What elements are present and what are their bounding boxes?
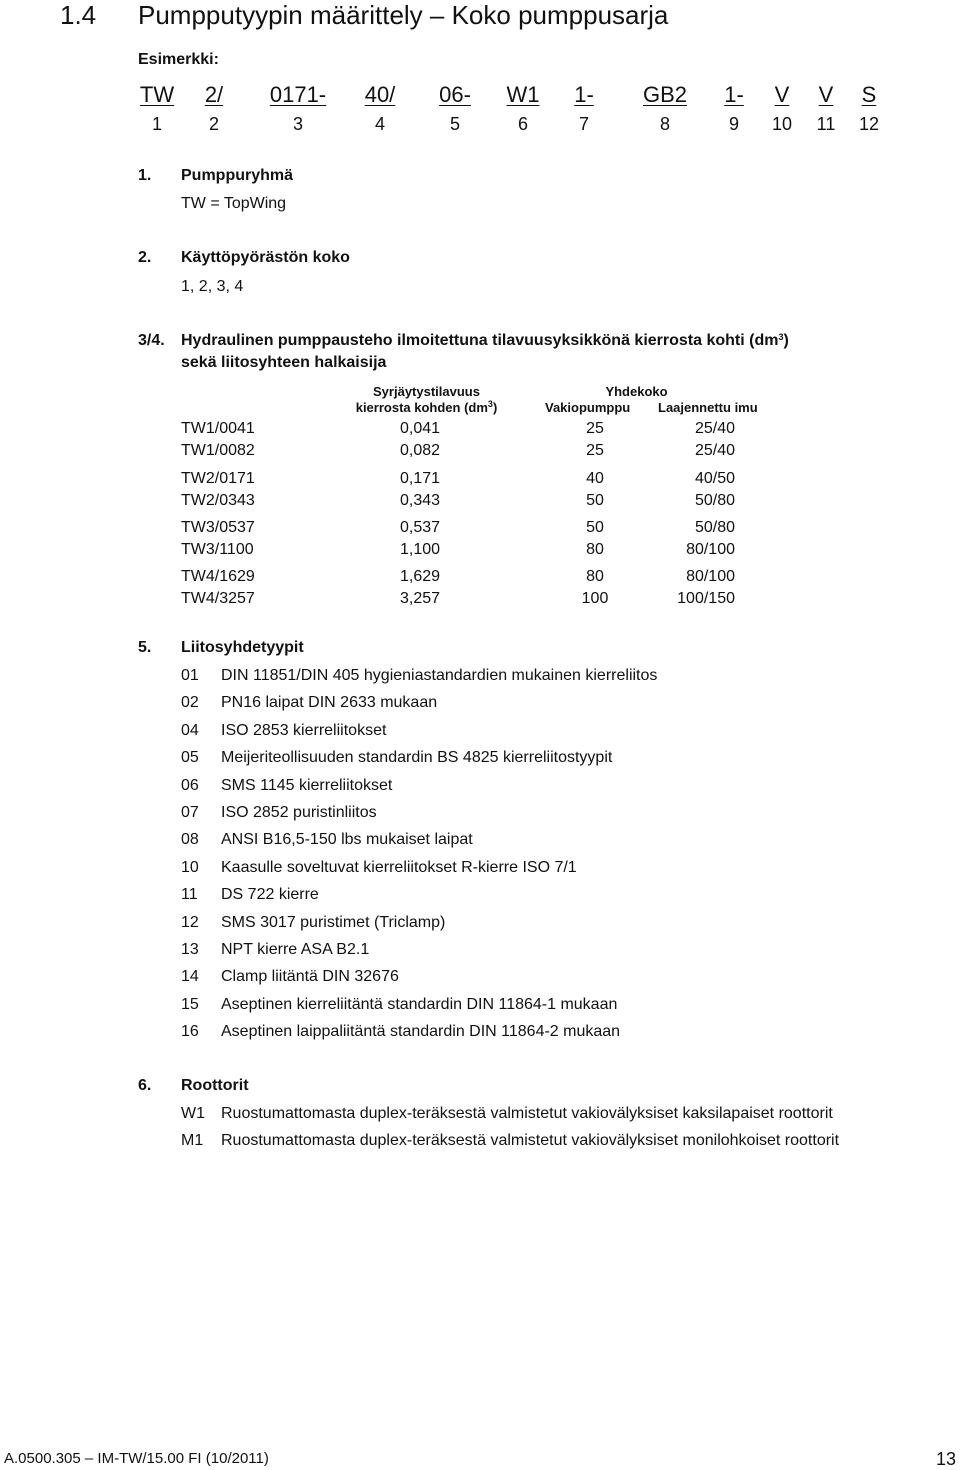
- type-code-segment: V: [818, 82, 834, 107]
- list-item-text: Ruostumattomasta duplex-teräksestä valmistetut vakiovälyksiset monilohkoiset roottorit: [221, 1132, 840, 1149]
- type-code-position: 3: [292, 114, 303, 134]
- type-code-position: 4: [374, 114, 385, 134]
- type-code-position: 10: [771, 114, 793, 134]
- list-item-code: 05: [181, 749, 199, 767]
- table-cell-displacement: 0,343: [399, 492, 441, 509]
- section-34-title-line1: Hydraulinen pumppausteho ilmoitettuna tilavuusyksikkönä kierrosta kohti $(dm^3)$: [181, 332, 789, 349]
- section-5-number: 5.: [138, 639, 152, 656]
- type-code-segment: 1-: [574, 82, 594, 107]
- col-standard-head: Vakiopumppu: [545, 400, 631, 415]
- type-code-segment: 2/: [204, 82, 224, 107]
- type-code-position: 9: [728, 114, 739, 134]
- table-cell-extended: 100/150: [677, 590, 735, 607]
- table-cell-model: TW1/0041: [181, 420, 255, 437]
- list-item-text: SMS 3017 puristimet (Triclamp): [221, 913, 446, 931]
- table-cell-model: TW4/3257: [181, 590, 255, 607]
- heading-number: 1.4: [60, 0, 97, 30]
- list-item-code: 02: [181, 694, 199, 712]
- type-code-position: 1: [151, 114, 162, 134]
- table-cell-model: TW4/1629: [181, 568, 255, 585]
- section-6-title: Roottorit: [181, 1077, 249, 1094]
- type-code-position: 7: [578, 114, 589, 134]
- table-cell-model: TW2/0343: [181, 492, 255, 509]
- type-code-segment: S: [861, 82, 877, 107]
- list-item-code: 10: [181, 858, 199, 876]
- list-item-code: 01: [181, 667, 199, 684]
- table-cell-extended: 25/40: [694, 442, 735, 459]
- section-34-number: 3/4.: [138, 332, 165, 349]
- footer-doc-ref: A.0500.305 – IM-TW/15.00 FI (10/2011): [4, 1450, 269, 1467]
- type-code-position: 2: [208, 114, 219, 134]
- list-item-code: 06: [181, 776, 199, 794]
- table-cell-extended: 80/100: [686, 568, 735, 585]
- list-item-code: 12: [181, 913, 199, 931]
- type-code-position: 5: [449, 114, 460, 134]
- type-code-position: 12: [858, 114, 880, 134]
- section-34-title-line2: sekä liitosyhteen halkaisija: [181, 354, 387, 371]
- section-6-number: 6.: [138, 1077, 152, 1094]
- section-1-text: TW = TopWing: [181, 195, 287, 212]
- table-cell-extended: 40/50: [694, 470, 735, 487]
- list-item-code: 08: [181, 831, 199, 849]
- page-title: [60, 0, 668, 30]
- list-item-text: Meijeriteollisuuden standardin BS 4825 kierreliitostyypit: [221, 749, 613, 767]
- type-code-segment: 06-: [439, 82, 471, 107]
- table-cell-extended: 80/100: [686, 541, 735, 558]
- table-cell-standard: 25: [586, 442, 604, 459]
- table-cell-displacement: 0,171: [399, 470, 441, 487]
- type-code-segment: 40/: [364, 82, 396, 107]
- type-code-position: 8: [659, 114, 670, 134]
- table-cell-standard: 25: [586, 420, 604, 437]
- table-cell-standard: 50: [586, 519, 604, 536]
- list-item-text: Kaasulle soveltuvat kierreliitokset R-kierre ISO 7/1: [221, 858, 577, 876]
- table-cell-standard: 80: [586, 541, 604, 558]
- table-cell-displacement: 3,257: [399, 590, 441, 607]
- heading-text: Pumpputyypin määrittely – Koko pumppusarja: [138, 0, 669, 30]
- list-item-text: DIN 11851/DIN 405 hygieniastandardien mukainen kierreliitos: [221, 667, 658, 684]
- section-2-text: 1, 2, 3, 4: [181, 278, 244, 295]
- type-code-position: 6: [517, 114, 528, 134]
- table-cell-extended: 50/80: [694, 519, 735, 536]
- list-item-code: 07: [181, 804, 199, 821]
- col-displacement-head-line2: kierrosta kohden $(dm^3)$: [355, 399, 498, 415]
- list-item-code: 16: [181, 1023, 199, 1041]
- list-item-code: 11: [181, 886, 198, 904]
- type-code-segment: 0171-: [269, 82, 327, 107]
- list-item-text: Aseptinen kierreliitäntä standardin DIN 11864-1 mukaan: [221, 995, 618, 1013]
- table-cell-displacement: 0,082: [399, 442, 441, 459]
- table-cell-standard: 50: [586, 492, 604, 509]
- table-cell-displacement: 1,629: [399, 568, 441, 585]
- table-cell-model: TW1/0082: [181, 442, 255, 459]
- list-item-text: SMS 1145 kierreliitokset: [221, 776, 393, 794]
- type-code-segment: GB2: [642, 82, 688, 107]
- list-item-code: W1: [181, 1105, 205, 1122]
- type-code-segment: W1: [506, 82, 540, 107]
- list-item-text: NPT kierre ASA B2.1: [221, 941, 370, 958]
- col-extended-head: Laajennettu imu: [658, 400, 758, 415]
- list-item-text: PN16 laipat DIN 2633 mukaan: [221, 694, 438, 712]
- section-2-number: 2.: [138, 249, 152, 266]
- list-item-text: Clamp liitäntä DIN 32676: [221, 968, 399, 986]
- page-number: 13: [936, 1449, 957, 1469]
- type-code-segment: TW: [139, 82, 175, 107]
- list-item-code: M1: [181, 1132, 204, 1149]
- list-item-code: 15: [181, 995, 199, 1013]
- table-cell-standard: 40: [586, 470, 604, 487]
- table-cell-displacement: 1,100: [399, 541, 441, 558]
- list-item-code: 13: [181, 941, 199, 958]
- section-1-title: Pumppuryhmä: [181, 167, 294, 184]
- table-cell-displacement: 0,537: [399, 519, 441, 536]
- col-displacement-head-line1: Syrjäytystilavuus: [373, 384, 480, 399]
- col-group-head: Yhdekoko: [605, 384, 668, 399]
- table-cell-extended: 25/40: [694, 420, 735, 437]
- table-cell-model: TW3/1100: [181, 541, 254, 558]
- list-item-code: 04: [181, 721, 199, 739]
- table-cell-standard: 100: [581, 590, 609, 607]
- table-cell-displacement: 0,041: [399, 420, 441, 437]
- table-cell-model: TW2/0171: [181, 470, 255, 487]
- section-1-number: 1.: [138, 167, 152, 184]
- type-code-segment: 1-: [724, 82, 744, 107]
- section-5-title: Liitosyhdetyypit: [181, 639, 304, 656]
- list-item-text: ISO 2852 puristinliitos: [221, 804, 377, 821]
- table-cell-standard: 80: [586, 568, 604, 585]
- list-item-text: Aseptinen laippaliitäntä standardin DIN 11864-2 mukaan: [221, 1023, 621, 1041]
- list-item-text: ANSI B16,5-150 lbs mukaiset laipat: [221, 831, 473, 849]
- list-item-text: Ruostumattomasta duplex-teräksestä valmistetut vakiovälyksiset kaksilapaiset roottorit: [221, 1105, 833, 1122]
- table-cell-extended: 50/80: [694, 492, 735, 509]
- list-item-text: ISO 2853 kierreliitokset: [221, 721, 387, 739]
- section-2-title: Käyttöpyörästön koko: [181, 249, 350, 266]
- list-item-code: 14: [181, 968, 199, 986]
- table-cell-model: TW3/0537: [181, 519, 255, 536]
- type-code-segment: V: [774, 82, 790, 107]
- type-code-position: 11: [816, 114, 836, 134]
- list-item-text: DS 722 kierre: [221, 886, 319, 904]
- example-label: Esimerkki:: [138, 51, 219, 68]
